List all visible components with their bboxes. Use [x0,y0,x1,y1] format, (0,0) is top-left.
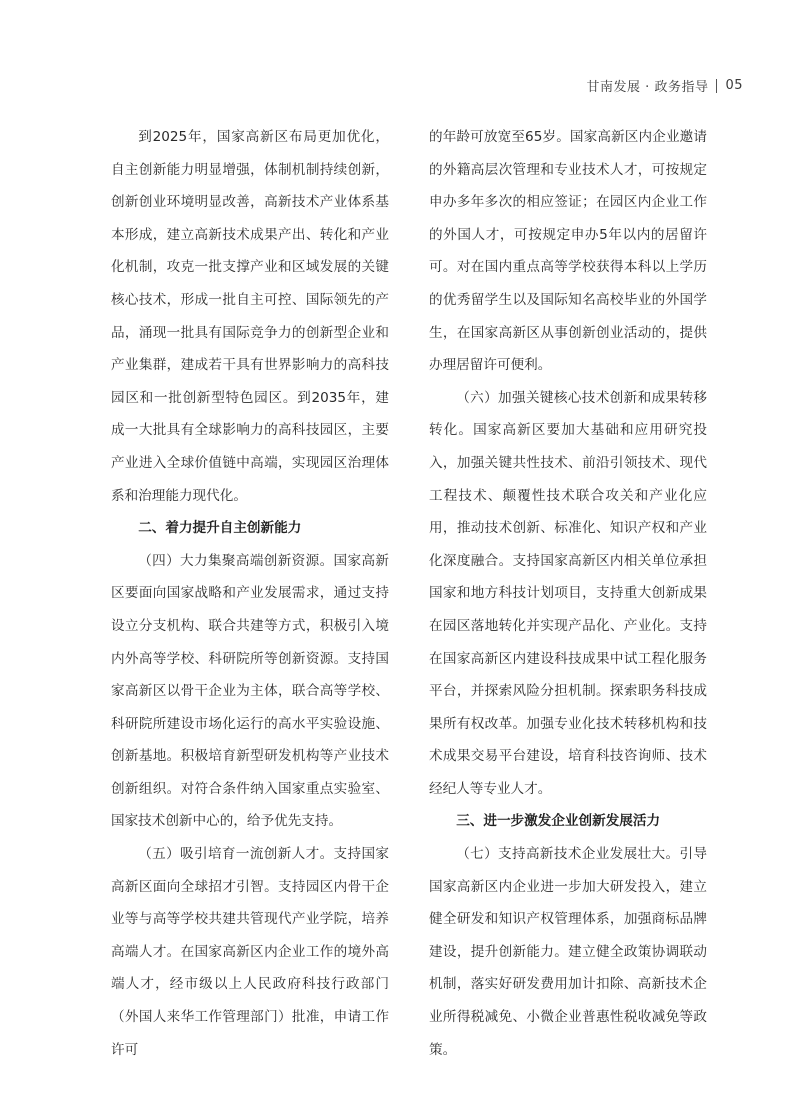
page-number: 05 [725,78,743,93]
paragraph-talent-continued: 的年龄可放宽至65岁。国家高新区内企业邀请的外籍高层次管理和专业技术人才，可按规定申办多年多次的相应签证；在园区内企业工作的外国人才，可按规定申办5年以内的居留许可。对在国内重点高等学校获得本科以上学历的优秀留学生以及国际知名高校毕业的外国学生，在国家高新区从事创新创业活动的，提供办理居留许可便利。 [429,129,707,374]
section-heading-3: 三、进一步激发企业创新发展活力 [456,813,661,830]
right-column [429,121,707,1066]
left-column [111,121,389,1066]
publication-title: 甘南发展 · 政务指导 [586,80,709,95]
paragraph-goals: 到2025年，国家高新区布局更加优化，自主创新能力明显增强，体制机制持续创新，创新创业环境明显改善，高新技术产业体系基本形成，建立高新技术成果产出、转化和产业化机制，攻克一批支撑产业和区域发展的关键核心技术，形成一批自主可控、国际领先的产品，涌现一批具有国际竞争力的创新型企业和产业集群，建成若干具有世界影响力的高科技园区和一批创新型特色园区。到2035年，建成一大批具有全球影响力的高科技园区，主要产业进入全球价值链中高端，实现园区治理体系和治理能力现代化。 [111,129,389,504]
paragraph-core-technology: （六）加强关键核心技术创新和成果转移转化。国家高新区要加大基础和应用研究投入，加强关键共性技术、前沿引领技术、现代工程技术、颠覆性技术联合攻关和产业化应用，推动技术创新、标准化、知识产权和产业化深度融合。支持国家高新区内相关单位承担国家和地方科技计划项目，支持重大创新成果在园区落地转化并实现产品化、产业化。支持在国家高新区内建设科技成果中试工程化服务平台，并探索风险分担机制。探索职务科技成果所有权改革。加强专业化技术转移机构和技术成果交易平台建设，培育科技咨询师、技术经纪人等专业人才。 [429,389,707,797]
section-heading-2: 二、着力提升自主创新能力 [138,520,302,537]
page-header [587,76,743,95]
header-divider [716,79,717,93]
paragraph-talent: （五）吸引培育一流创新人才。支持国家高新区面向全球招才引智。支持园区内骨干企业等与高等学校共建共管现代产业学院，培养高端人才。在国家高新区内企业工作的境外高端人才，经市级以上人民政府科技行政部门（外国人来华工作管理部门）批准，申请工作许可 [111,846,389,1058]
paragraph-innovation-resources: （四）大力集聚高端创新资源。国家高新区要面向国家战略和产业发展需求，通过支持设立分支机构、联合共建等方式，积极引入境内外高等学校、科研院所等创新资源。支持国家高新区以骨干企业为主体，联合高等学校、科研院所建设市场化运行的高水平实验设施、创新基地。积极培育新型研发机构等产业技术创新组织。对符合条件纳入国家重点实验室、国家技术创新中心的，给予优先支持。 [111,552,389,830]
paragraph-high-tech-enterprises: （七）支持高新技术企业发展壮大。引导国家高新区内企业进一步加大研发投入，建立健全研发和知识产权管理体系，加强商标品牌建设，提升创新能力。建立健全政策协调联动机制，落实好研发费用加计扣除、高新技术企业所得税减免、小微企业普惠性税收减免等政策。 [429,846,707,1058]
